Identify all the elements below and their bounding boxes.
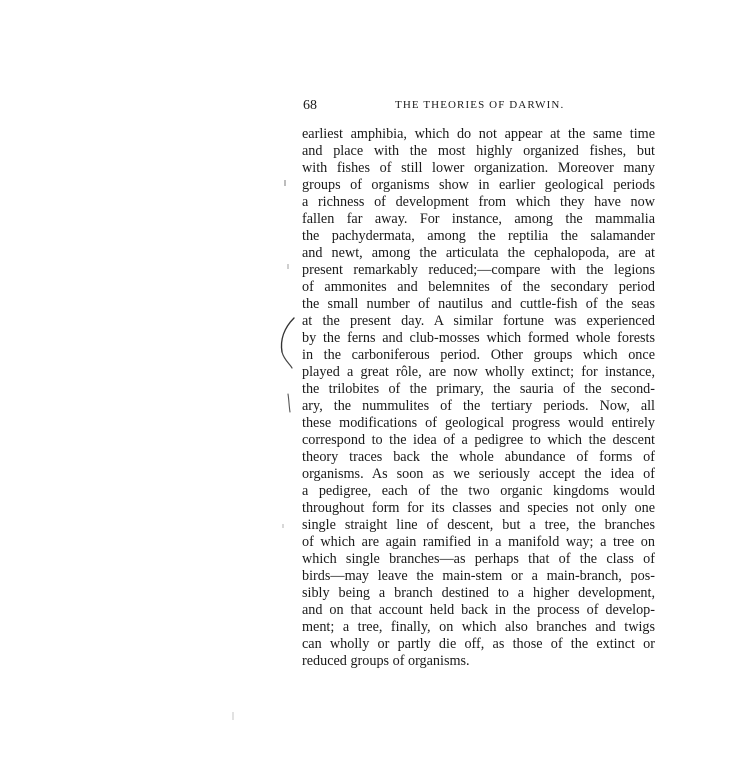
running-head: THE THEORIES OF DARWIN. [395,99,565,111]
text-line: a pedigree, each of the two organic kingdoms would [302,483,655,499]
text-line: played a great rôle, are now wholly extinct; for instance, [302,364,655,380]
text-line: the small number of nautilus and cuttle-fish of the seas [302,296,655,312]
body-text [302,126,655,670]
pencil-bracket-mark [276,316,298,416]
text-line: earliest amphibia, which do not appear at the same time [302,126,655,142]
text-line: can wholly or partly die off, as those of the extinct or [302,636,655,652]
text-line: ary, the nummulites of the tertiary periods. Now, all [302,398,655,414]
text-line: these modifications of geological progress would entirely [302,415,655,431]
text-line: of which are again ramified in a manifold way; a tree on [302,534,655,550]
text-line: which single branches—as perhaps that of the class of [302,551,655,567]
text-line: in the carboniferous period. Other groups which once [302,347,655,363]
scan-speck [287,264,289,269]
text-line: correspond to the idea of a pedigree to which the descent [302,432,655,448]
text-line: present remarkably reduced;—compare with the legions [302,262,655,278]
text-line: the pachydermata, among the reptilia the salamander [302,228,655,244]
text-line: throughout form for its classes and species not only one [302,500,655,516]
text-line: single straight line of descent, but a tree, the branches [302,517,655,533]
text-line: with fishes of still lower organization. Moreover many [302,160,655,176]
text-line: and newt, among the articulata the cephalopoda, are at [302,245,655,261]
scan-speck [284,180,286,186]
text-line: groups of organisms show in earlier geological periods [302,177,655,193]
page-header [303,98,655,116]
text-line: of ammonites and belemnites of the secondary period [302,279,655,295]
text-line: birds—may leave the main-stem or a main-branch, pos- [302,568,655,584]
text-line: sibly being a branch destined to a higher development, [302,585,655,601]
text-line: organisms. As soon as we seriously accept the idea of [302,466,655,482]
text-line: at the present day. A similar fortune was experienced [302,313,655,329]
page-number: 68 [303,98,317,113]
scan-speck [232,712,234,720]
text-line: a richness of development from which they have now [302,194,655,210]
text-line: by the ferns and club-mosses which formed whole forests [302,330,655,346]
text-line: theory traces back the whole abundance of forms of [302,449,655,465]
text-line: ment; a tree, finally, on which also branches and twigs [302,619,655,635]
text-line: reduced groups of organisms. [302,653,470,669]
text-line: fallen far away. For instance, among the mammalia [302,211,655,227]
scan-speck [282,524,284,528]
text-line: the trilobites of the primary, the sauria of the second- [302,381,655,397]
text-line: and place with the most highly organized fishes, but [302,143,655,159]
text-line: and on that account held back in the process of develop- [302,602,655,618]
